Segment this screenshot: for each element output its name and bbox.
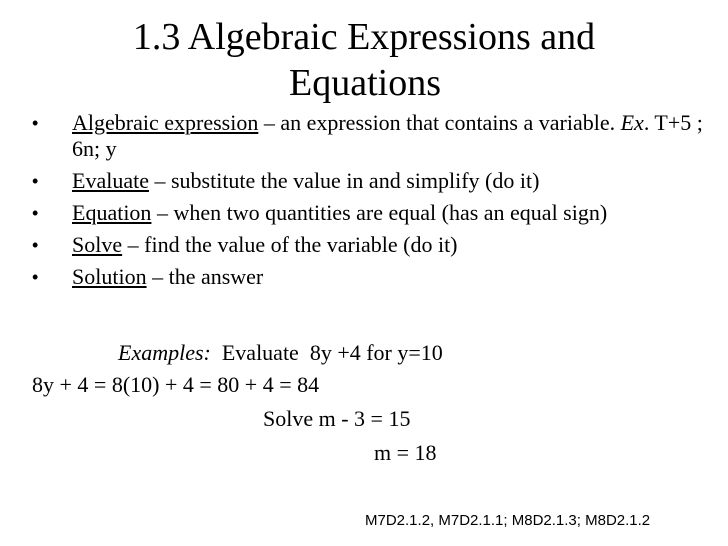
definitions-list xyxy=(32,110,712,296)
bullet-icon: • xyxy=(32,203,39,223)
examples-label: Examples: xyxy=(118,340,211,365)
example-text: . T+5 ; 6n; y xyxy=(72,110,703,161)
bullet-icon: • xyxy=(32,267,39,287)
list-item-evaluate xyxy=(32,168,712,194)
examples-heading xyxy=(118,340,443,366)
definition-text: – when two quantities are equal (has an equal sign) xyxy=(151,200,608,225)
title-line-2: Equations xyxy=(289,62,441,104)
list-item-equation xyxy=(32,200,712,226)
term-algebraic-expression: Algebraic expression xyxy=(72,110,259,135)
title-line-1: 1.3 Algebraic Expressions and xyxy=(132,16,596,58)
solve-answer: m = 18 xyxy=(374,440,437,465)
standards-footer: M7D2.1.2, M7D2.1.1; M8D2.1.3; M8D2.1.2 xyxy=(365,512,651,529)
term-solution: Solution xyxy=(72,264,147,289)
definition-text: – find the value of the variable (do it) xyxy=(122,232,458,257)
bullet-icon: • xyxy=(32,235,39,255)
term-solve: Solve xyxy=(72,232,123,257)
examples-prompt: Evaluate 8y +4 for y=10 xyxy=(210,340,443,365)
evaluate-work: 8y + 4 = 8(10) + 4 = 80 + 4 = 84 xyxy=(32,372,320,397)
bullet-icon: • xyxy=(32,113,39,133)
list-item-solution xyxy=(32,264,712,290)
slide-title xyxy=(0,14,728,106)
definition-text: – substitute the value in and simplify (do it) xyxy=(148,168,540,193)
definition-text: – the answer xyxy=(146,264,264,289)
list-item-algebraic-expression xyxy=(32,110,712,162)
bullet-icon: • xyxy=(32,171,39,191)
term-evaluate: Evaluate xyxy=(72,168,149,193)
example-label: Ex xyxy=(620,110,644,135)
definition-text: – an expression that contains a variable. xyxy=(258,110,621,135)
solve-equation: Solve m - 3 = 15 xyxy=(263,406,411,431)
term-equation: Equation xyxy=(72,200,152,225)
list-item-solve xyxy=(32,232,712,258)
